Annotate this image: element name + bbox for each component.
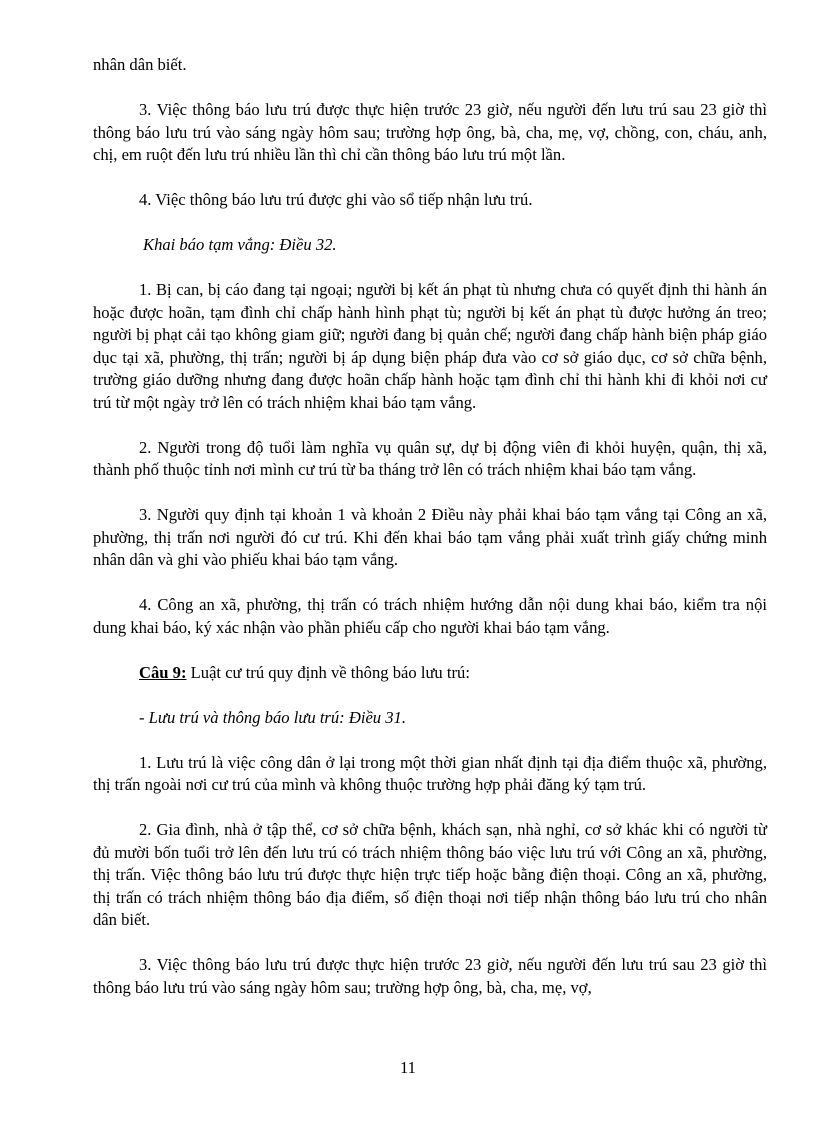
paragraph-article-31-clause-3: 3. Việc thông báo lưu trú được thực hiện trước 23 giờ, nếu người đến lưu trú sau 23 giờ thì thông báo lưu trú vào sáng ngày hôm sau; trường hợp ông, bà, cha, mẹ, vợ, — [93, 955, 767, 997]
paragraph-article-31-clause-2: 2. Gia đình, nhà ở tập thể, cơ sở chữa bệnh, khách sạn, nhà nghỉ, cơ sở khác khi có người từ đủ mười bốn tuổi trở lên đến lưu trú có trách nhiệm thông báo việc lưu trú với Công an xã, phường, thị trấn. Việc thông báo lưu trú được thực hiện trực tiếp hoặc bằng điện thoại. Công an xã, phường, thị trấn có trách nhiệm thông báo địa điểm, số điện thoại nơi tiếp nhận thông báo lưu trú cho nhân dân biết. — [93, 820, 767, 929]
section-heading-article-32: Khai báo tạm vắng: Điều 32. — [143, 235, 337, 254]
paragraph-article-32-clause-1: 1. Bị can, bị cáo đang tại ngoại; người bị kết án phạt tù nhưng chưa có quyết định thi hành án hoặc được hoãn, tạm đình chỉ chấp hành hình phạt tù; người bị kết án phạt tù được hưởng án treo; người bị phạt cải tạo không giam giữ; người đang bị quản chế; người đang chấp hành biện pháp giáo dục tại xã, phường, thị trấn; người bị áp dụng biện pháp đưa vào cơ sở giáo dục, cơ sở chữa bệnh, trường giáo dưỡng nhưng đang được hoãn chấp hành hoặc tạm đình chỉ thi hành khi đi khỏi nơi cư trú từ một ngày trở lên có trách nhiệm khai báo tạm vắng. — [93, 280, 767, 412]
paragraph-article-32-clause-3: 3. Người quy định tại khoản 1 và khoản 2 Điều này phải khai báo tạm vắng tại Công an xã, phường, thị trấn nơi người đó cư trú. Khi đến khai báo tạm vắng phải xuất trình giấy chứng minh nhân dân và ghi vào phiếu khai báo tạm vắng. — [93, 505, 767, 569]
paragraph-continuation: nhân dân biết. — [93, 55, 187, 74]
paragraph-clause-4: 4. Việc thông báo lưu trú được ghi vào sổ tiếp nhận lưu trú. — [139, 190, 533, 209]
page-number: 11 — [400, 1058, 416, 1077]
question-heading — [93, 662, 767, 685]
document-page — [93, 54, 767, 1022]
question-label: Câu 9: — [139, 662, 187, 682]
paragraph-article-32-clause-4: 4. Công an xã, phường, thị trấn có trách nhiệm hướng dẫn nội dung khai báo, kiểm tra nội dung khai báo, ký xác nhận vào phần phiếu cấp cho người khai báo tạm vắng. — [93, 595, 767, 637]
section-heading-article-31: - Lưu trú và thông báo lưu trú: Điều 31. — [139, 707, 406, 727]
question-text: Luật cư trú quy định về thông báo lưu trú: — [186, 662, 470, 682]
paragraph-clause-3: 3. Việc thông báo lưu trú được thực hiện trước 23 giờ, nếu người đến lưu trú sau 23 giờ thì thông báo lưu trú vào sáng ngày hôm sau; trường hợp ông, bà, cha, mẹ, vợ, chồng, con, cháu, anh, chị, em ruột đến lưu trú nhiều lần thì chỉ cần thông báo lưu trú một lần. — [93, 100, 767, 164]
paragraph-article-32-clause-2: 2. Người trong độ tuổi làm nghĩa vụ quân sự, dự bị động viên đi khỏi huyện, quận, thị xã, thành phố thuộc tỉnh nơi mình cư trú từ ba tháng trở lên có trách nhiệm khai báo tạm vắng. — [93, 437, 767, 479]
paragraph-article-31-clause-1: 1. Lưu trú là việc công dân ở lại trong một thời gian nhất định tại địa điểm thuộc xã, phường, thị trấn ngoài nơi cư trú của mình và không thuộc trường hợp phải đăng ký tạm trú. — [93, 752, 767, 794]
